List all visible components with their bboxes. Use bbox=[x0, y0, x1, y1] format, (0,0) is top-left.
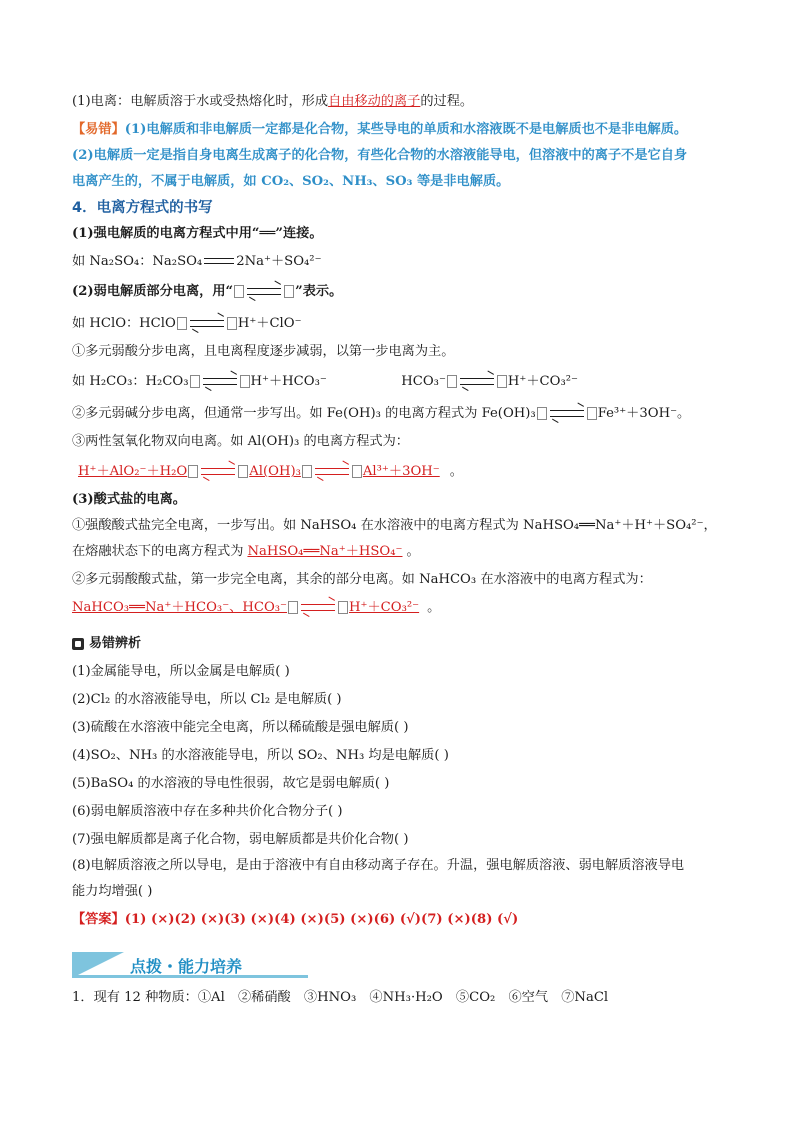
molten-nahso4-line: 在熔融状态下的电离方程式为 NaHSO₄══Na⁺＋HSO₄⁻ 。 bbox=[72, 544, 420, 559]
error-item-7: (7)强电解质都是离子化合物，弱电解质都是共价化合物( ) bbox=[72, 832, 409, 847]
error-item-6: (6)弱电解质溶液中存在多种共价化合物分子( ) bbox=[72, 804, 343, 819]
placeholder-box-icon bbox=[234, 285, 244, 298]
placeholder-box-icon bbox=[302, 465, 312, 478]
placeholder-box-icon bbox=[352, 465, 362, 478]
placeholder-box-icon bbox=[240, 375, 250, 388]
reversible-arrow-icon bbox=[201, 466, 235, 478]
placeholder-box-icon bbox=[537, 407, 547, 420]
placeholder-box-icon bbox=[497, 375, 507, 388]
weak-base-rule: ②多元弱碱分步电离，但通常一步写出。如 Fe(OH)₃ 的电离方程式为 Fe(OH)₃ Fe³⁺＋3OH⁻。 bbox=[72, 404, 690, 424]
acid-salt-title: (3)酸式盐的电离。 bbox=[72, 492, 186, 507]
placeholder-box-icon bbox=[227, 317, 237, 330]
definition-line: (1)电离：电解质溶于水或受热熔化时，形成自由移动的离子的过程。 bbox=[72, 94, 474, 109]
yicuo-tag: 【易错】 bbox=[72, 122, 125, 137]
placeholder-box-icon bbox=[587, 407, 597, 420]
hclo-example: 如 HClO：HClO H⁺＋ClO⁻ bbox=[72, 314, 302, 334]
nahco3-answer: NaHCO₃══Na⁺＋HCO₃⁻、HCO₃⁻ H⁺＋CO₃²⁻ 。 bbox=[72, 598, 440, 618]
placeholder-box-icon bbox=[288, 601, 298, 614]
reversible-arrow-icon bbox=[315, 466, 349, 478]
placeholder-box-icon bbox=[177, 317, 187, 330]
strong-electrolyte-example: 如 Na₂SO₄：Na₂SO₄ 2Na⁺＋SO₄²⁻ bbox=[72, 254, 322, 269]
answer-molten-nahso4: NaHSO₄══Na⁺＋HSO₄⁻ bbox=[247, 544, 403, 559]
error-item-1: (1)金属能导电，所以金属是电解质( ) bbox=[72, 664, 290, 679]
yicuo-line-2: (2)电解质一定是指自身电离生成离子的化合物，有些化合物的水溶液能导电，但溶液中的离子不是它自身 bbox=[72, 148, 688, 163]
amphoteric-rule: ③两性氢氧化物双向电离。如 Al(OH)₃ 的电离方程式为： bbox=[72, 434, 409, 449]
amphoteric-answer: H⁺＋AlO₂⁻＋H₂O Al(OH)₃ Al³⁺＋3OH⁻ 。 bbox=[72, 462, 463, 482]
reversible-arrow-icon bbox=[247, 286, 281, 298]
reversible-arrow-icon bbox=[550, 408, 584, 420]
equals-sign-icon bbox=[204, 256, 234, 268]
placeholder-box-icon bbox=[284, 285, 294, 298]
placeholder-box-icon bbox=[338, 601, 348, 614]
answer-free-ions: 自由移动的离子 bbox=[328, 94, 421, 109]
error-item-8-line-2: 能力均增强( ) bbox=[72, 884, 153, 899]
question-1: 1．现有 12 种物质：①Al ②稀硝酸 ③HNO₃ ④NH₃·H₂O ⑤CO₂ ⑥空气 ⑦NaCl bbox=[72, 990, 609, 1005]
weak-acid-salt-rule: ②多元弱酸酸式盐，第一步完全电离，其余的部分电离。如 NaHCO₃ 在水溶液中的电离方程式为： bbox=[72, 572, 652, 587]
placeholder-box-icon bbox=[447, 375, 457, 388]
section-tag-icon bbox=[72, 638, 84, 650]
strong-acid-salt-rule: ①强酸酸式盐完全电离，一步写出。如 NaHSO₄ 在水溶液中的电离方程式为 NaHSO₄══Na⁺＋H⁺＋SO₄²⁻， bbox=[72, 518, 717, 533]
placeholder-box-icon bbox=[190, 375, 200, 388]
reversible-arrow-icon bbox=[460, 376, 494, 388]
banner-title: 点拨・能力培养 bbox=[130, 957, 243, 976]
yicuo-line-1: 【易错】(1)电解质和非电解质一定都是化合物，某些导电的单质和水溶液既不是电解质也不是非电解质。 bbox=[72, 122, 688, 137]
error-item-4: (4)SO₂、NH₃ 的水溶液能导电，所以 SO₂、NH₃ 均是电解质( ) bbox=[72, 748, 449, 763]
weak-electrolyte-title: (2)弱电解质部分电离，用“ ”表示。 bbox=[72, 282, 342, 302]
section-4-heading: 4．电离方程式的书写 bbox=[72, 200, 213, 216]
error-item-3: (3)硫酸在水溶液中能完全电离，所以稀硫酸是强电解质( ) bbox=[72, 720, 409, 735]
errors-heading: 易错辨析 bbox=[72, 634, 141, 654]
section-banner bbox=[72, 952, 312, 978]
strong-electrolyte-title: (1)强电解质的电离方程式中用“══”连接。 bbox=[72, 226, 323, 241]
answer-line: 【答案】(1) (×)(2) (×)(3) (×)(4) (×)(5) (×)(6) (√)(7) (×)(8) (√) bbox=[72, 912, 519, 927]
error-item-5: (5)BaSO₄ 的水溶液的导电性很弱，故它是弱电解质( ) bbox=[72, 776, 390, 791]
yicuo-line-3: 电离产生的，不属于电解质，如 CO₂、SO₂、NH₃、SO₃ 等是非电解质。 bbox=[72, 174, 510, 189]
error-item-8-line-1: (8)电解质溶液之所以导电，是由于溶液中有自由移动离子存在。升温，强电解质溶液、弱电解质溶液导电 bbox=[72, 858, 685, 873]
polyprotic-acid-rule: ①多元弱酸分步电离，且电离程度逐步减弱，以第一步电离为主。 bbox=[72, 344, 455, 359]
error-item-2: (2)Cl₂ 的水溶液能导电，所以 Cl₂ 是电解质( ) bbox=[72, 692, 342, 707]
placeholder-box-icon bbox=[188, 465, 198, 478]
placeholder-box-icon bbox=[238, 465, 248, 478]
reversible-arrow-icon bbox=[190, 318, 224, 330]
reversible-arrow-icon bbox=[203, 376, 237, 388]
carbonic-acid-example: 如 H₂CO₃：H₂CO₃ H⁺＋HCO₃⁻ HCO₃⁻ H⁺＋CO₃²⁻ bbox=[72, 372, 578, 392]
reversible-arrow-icon bbox=[301, 602, 335, 614]
